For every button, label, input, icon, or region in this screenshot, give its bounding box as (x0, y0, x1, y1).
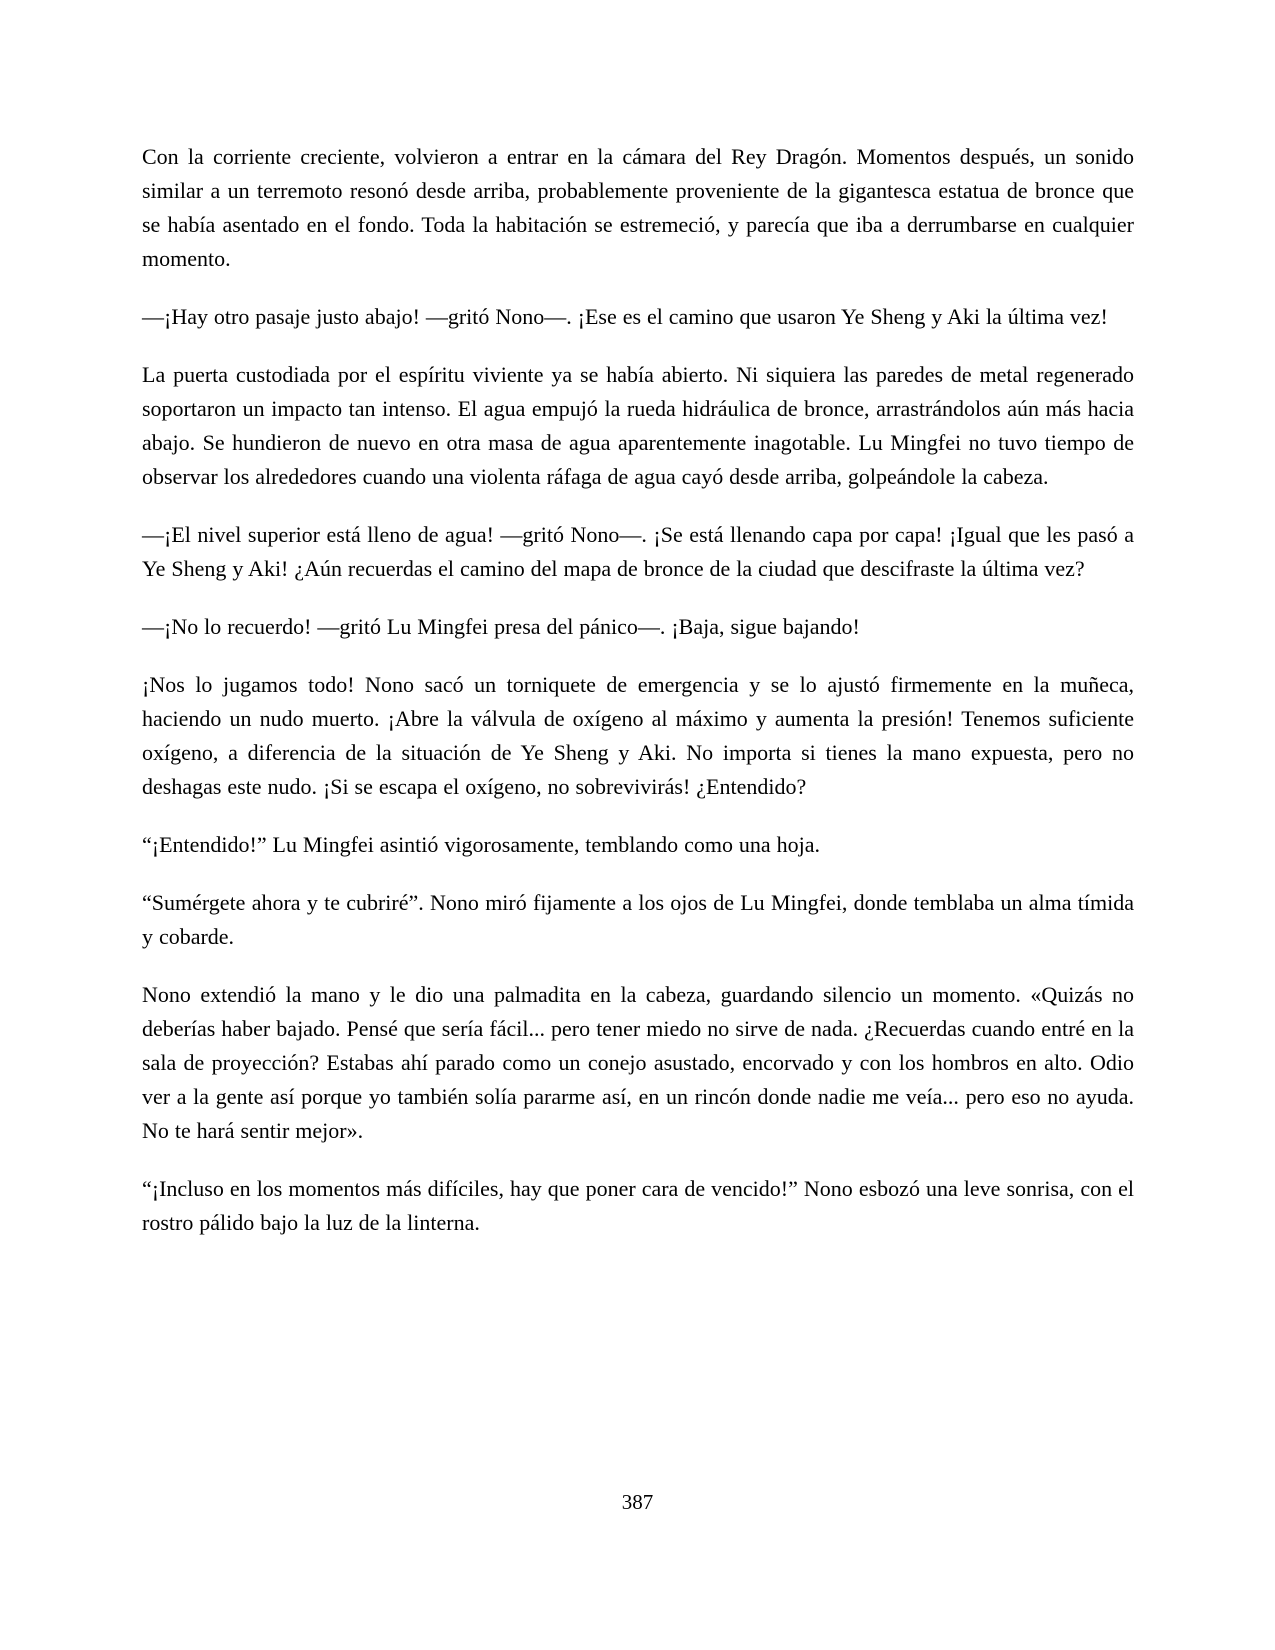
page-content (142, 140, 1134, 1264)
paragraph: —¡El nivel superior está lleno de agua! —gritó Nono—. ¡Se está llenando capa por capa! ¡Igual que les pasó a Ye Sheng y Aki! ¿Aún recuerdas el camino del mapa de bronce de la ciudad que descifraste la última vez? (142, 522, 1134, 581)
paragraph: —¡No lo recuerdo! —gritó Lu Mingfei presa del pánico—. ¡Baja, sigue bajando! (142, 614, 860, 639)
paragraph: Con la corriente creciente, volvieron a entrar en la cámara del Rey Dragón. Momentos después, un sonido similar a un terremoto resonó desde arriba, probablemente proveniente de la gigantesca estatua de bronce que se había asentado en el fondo. Toda la habitación se estremeció, y parecía que iba a derrumbarse en cualquier momento. (142, 144, 1134, 271)
paragraph: La puerta custodiada por el espíritu viviente ya se había abierto. Ni siquiera las paredes de metal regenerado soportaron un impacto tan intenso. El agua empujó la rueda hidráulica de bronce, arrastrándolos aún más hacia abajo. Se hundieron de nuevo en otra masa de agua aparentemente inagotable. Lu Mingfei no tuvo tiempo de observar los alrededores cuando una violenta ráfaga de agua cayó desde arriba, golpeándole la cabeza. (142, 362, 1134, 489)
paragraph: ¡Nos lo jugamos todo! Nono sacó un torniquete de emergencia y se lo ajustó firmemente en la muñeca, haciendo un nudo muerto. ¡Abre la válvula de oxígeno al máximo y aumenta la presión! Tenemos suficiente oxígeno, a diferencia de la situación de Ye Sheng y Aki. No importa si tienes la mano expuesta, pero no deshagas este nudo. ¡Si se escapa el oxígeno, no sobrevivirás! ¿Entendido? (142, 672, 1134, 799)
paragraph: “¡Incluso en los momentos más difíciles, hay que poner cara de vencido!” Nono esbozó una leve sonrisa, con el rostro pálido bajo la luz de la linterna. (142, 1176, 1134, 1235)
paragraph: “¡Entendido!” Lu Mingfei asintió vigorosamente, temblando como una hoja. (142, 832, 821, 857)
paragraph: —¡Hay otro pasaje justo abajo! —gritó Nono—. ¡Ese es el camino que usaron Ye Sheng y Aki la última vez! (142, 304, 1108, 329)
paragraph: “Sumérgete ahora y te cubriré”. Nono miró fijamente a los ojos de Lu Mingfei, donde temblaba un alma tímida y cobarde. (142, 890, 1134, 949)
paragraph: Nono extendió la mano y le dio una palmadita en la cabeza, guardando silencio un momento. «Quizás no deberías haber bajado. Pensé que sería fácil... pero tener miedo no sirve de nada. ¿Recuerdas cuando entré en la sala de proyección? Estabas ahí parado como un conejo asustado, encorvado y con los hombros en alto. Odio ver a la gente así porque yo también solía pararme así, en un rincón donde nadie me veía... pero eso no ayuda. No te hará sentir mejor». (142, 982, 1134, 1143)
page-number: 387 (621, 1490, 654, 1514)
